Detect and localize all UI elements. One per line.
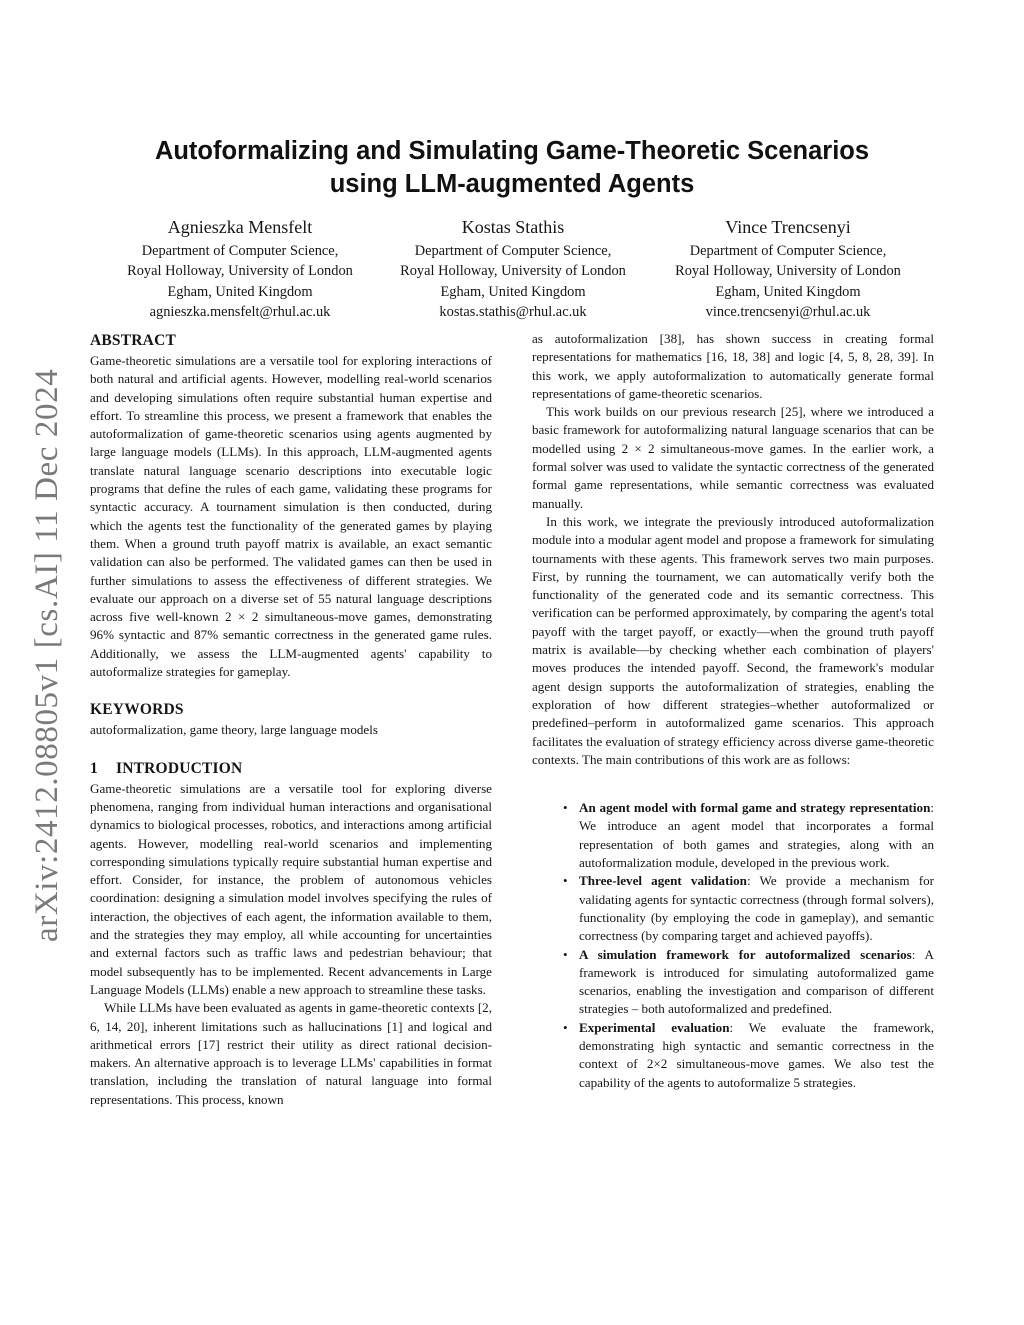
- author-email: agnieszka.mensfelt@rhul.ac.uk: [149, 303, 331, 320]
- author-block: [368, 215, 658, 322]
- author-block: [95, 215, 385, 322]
- author-name: Kostas Stathis: [461, 217, 565, 237]
- body-paragraph: In this work, we integrate the previously introduced autoformalization module into a modular agent model and propose a framework for simulating tournaments with these agents. This framework serves two main purposes. First, by running the tournament, we can automatically verify both the functionality of the generated code and its semantic correctness. This verification can be performed approximately, by comparing the agent's total payoff with the target payoff, or exactly—when the ground truth payoff matrix is available—by checking whether each combination of players' moves produces the intended payoff. Second, the framework's modular agent design supports the autoformalization of strategies, enabling the exploration of how different strategies–whether autoformalized or predefined–perform in autoformalized game scenarios. This approach facilitates the evaluation of strategy efficiency across diverse game-theoretic contexts. The main contributions of this work are as follows:: [532, 513, 934, 767]
- author-location: Egham, United Kingdom: [715, 283, 861, 300]
- author-institution: Royal Holloway, University of London: [675, 263, 901, 280]
- title-line-2: using LLM-augmented Agents: [329, 170, 695, 198]
- author-location: Egham, United Kingdom: [167, 283, 313, 300]
- contributions-list: [532, 799, 934, 1092]
- contribution-text: : We provide a mechanism for validating agents for syntactic correctness (through formal solvers), functionality (by employing the code in gameplay), and semantic correctness (by comparing target and achieved payoffs).: [579, 873, 934, 944]
- author-institution: Royal Holloway, University of London: [400, 263, 626, 280]
- paper-title: [90, 135, 934, 201]
- section-number: 1: [90, 759, 98, 777]
- author-email: vince.trencsenyi@rhul.ac.uk: [705, 303, 871, 320]
- body-paragraph: This work builds on our previous research [25], where we introduced a basic framework for autoformalizing natural language scenarios that can be modelled using 2 × 2 simultaneous-move games. In the earlier work, a formal solver was used to validate the syntactic correctness of the generated formal game representations, while semantic correctness was evaluated manually.: [532, 404, 934, 511]
- list-item: [532, 1019, 934, 1092]
- author-name: Agnieszka Mensfelt: [167, 217, 313, 237]
- bullet-icon: •: [563, 946, 568, 962]
- contribution-title: A simulation framework for autoformalized scenarios: [579, 946, 912, 962]
- contribution-text: : We introduce an agent model that incorporates a formal representation of both games and strategies, along with an autoformalization module, developed in the previous work.: [579, 800, 934, 871]
- author-institution: Royal Holloway, University of London: [127, 263, 353, 280]
- author-location: Egham, United Kingdom: [440, 283, 586, 300]
- contribution-title: Three-level agent validation: [579, 873, 747, 889]
- intro-paragraph: Game-theoretic simulations are a versatile tool for exploring diverse phenomena, ranging from individual human interactions and organisational dynamics to biological processes, robotics, and interactions among artificial agents. However, modelling real-world scenarios and implementing corresponding simulations typically require substantial human expertise and effort. Consider, for instance, the problem of autonomous vehicles coordination: designing a simulation model involves specifying the rules of interaction, the objectives of each agent, the information available to them, and the strategies they may employ, all while accounting for uncertainties and external factors such as traffic laws and pedestrian behaviour; that model subsequently has to be implemented. Recent advancements in Large Language Models (LLMs) enable a new approach to streamline these tasks.: [90, 780, 492, 997]
- contribution-text: : A framework is introduced for simulating autoformalized game scenarios, enabling the investigation and comparison of different strategies – both autoformalized and predefined.: [579, 946, 934, 1017]
- author-department: Department of Computer Science,: [141, 243, 339, 259]
- author-department: Department of Computer Science,: [414, 243, 612, 259]
- introduction-heading: [90, 758, 492, 780]
- author-name: Vince Trencsenyi: [725, 217, 851, 237]
- left-column: [90, 330, 492, 1109]
- contribution-text: : We evaluate the framework, demonstrating high syntactic and semantic correctness in the context of 2×2 simultaneous-move games. We also test the capability of the agents to autoformalize 5 strategies.: [579, 1019, 934, 1090]
- bullet-icon: •: [563, 800, 568, 816]
- intro-paragraph: While LLMs have been evaluated as agents in game-theoretic contexts [2, 6, 14, 20], inherent limitations such as hallucinations [1] and logical and arithmetical errors [17] restrict their utility as direct rational decision-makers. An alternative approach is to leverage LLMs' capabilities in format translation, including the translation of natural language into formal representations. This process, known: [90, 1000, 492, 1107]
- bullet-icon: •: [563, 873, 568, 889]
- title-line-1: Autoformalizing and Simulating Game-Theoretic Scenarios: [154, 137, 870, 165]
- right-column: [532, 330, 934, 1092]
- section-title: INTRODUCTION: [116, 759, 243, 777]
- body-paragraph: as autoformalization [38], has shown success in creating formal representations for mathematics [16, 18, 38] and logic [4, 5, 8, 28, 39]. In this work, we apply autoformalization to automatically generate formal representations of game-theoretic scenarios.: [532, 331, 934, 401]
- list-item: [532, 872, 934, 945]
- arxiv-identifier: arXiv:2412.08805v1 [cs.AI] 11 Dec 2024: [29, 368, 65, 942]
- bullet-icon: •: [563, 1019, 568, 1035]
- contribution-title: An agent model with formal game and strategy representation: [579, 800, 931, 816]
- keywords-heading: KEYWORDS: [90, 701, 184, 719]
- author-block: [643, 215, 933, 322]
- list-item: [532, 799, 934, 872]
- author-email: kostas.stathis@rhul.ac.uk: [439, 303, 587, 320]
- keywords-text: autoformalization, game theory, large language models: [90, 722, 378, 738]
- abstract-text: Game-theoretic simulations are a versatile tool for exploring interactions of both natural and artificial agents. However, modelling real-world scenarios and developing simulations often require substantial human expertise and effort. To streamline this process, we present a framework that enables the autoformalization of game-theoretic scenarios using agents augmented by large language models (LLMs). In this approach, LLM-augmented agents translate natural language scenario descriptions into executable logic programs that define the rules of each game, validating these programs for syntactic accuracy. A tournament simulation is then conducted, during which the agents test the functionality of the generated games by playing them. When a ground truth payoff matrix is available, an exact semantic validation can also be performed. The validated games can then be used in further simulations to assess the effectiveness of different strategies. We evaluate our approach on a diverse set of 55 natural language descriptions across five well-known 2 × 2 simultaneous-move games, demonstrating 96% syntactic and 87% semantic correctness in the generated game rules. Additionally, we assess the LLM-augmented agents' capability to autoformalize strategies for gameplay.: [90, 353, 492, 680]
- list-item: [532, 946, 934, 1019]
- author-department: Department of Computer Science,: [689, 243, 887, 259]
- abstract-heading: ABSTRACT: [90, 332, 177, 349]
- contribution-title: Experimental evaluation: [579, 1019, 730, 1035]
